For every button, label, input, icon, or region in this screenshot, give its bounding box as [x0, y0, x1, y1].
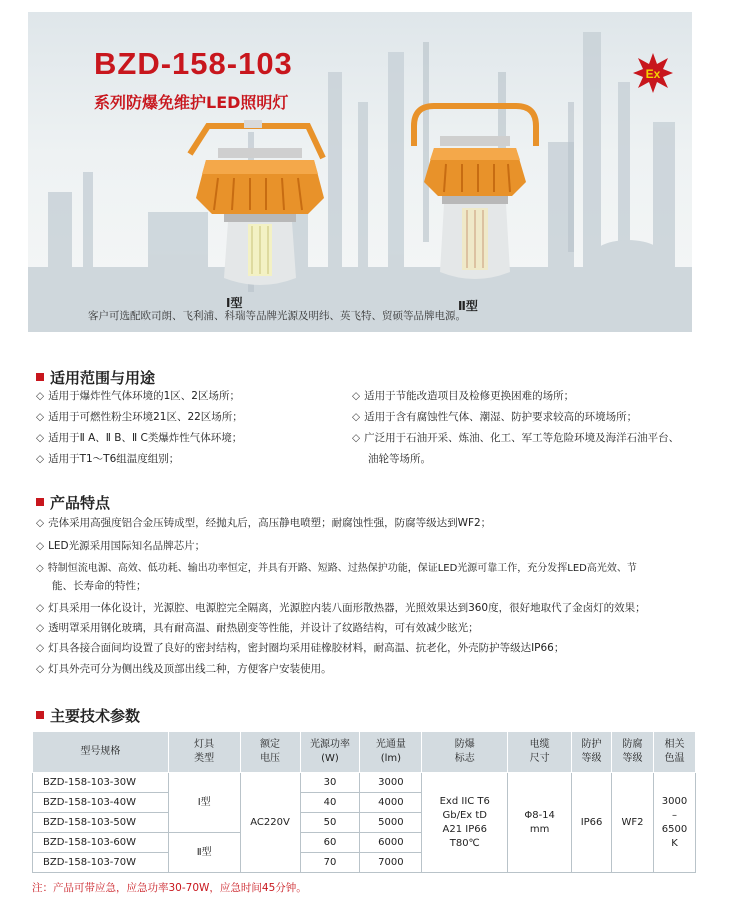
cell-model: BZD-158-103-40W: [33, 793, 169, 813]
cell-type: Ⅱ型: [168, 833, 240, 873]
cell-power: 40: [300, 793, 360, 813]
header-ip: 防护 等级: [572, 732, 612, 773]
header-type: 灯具 类型: [168, 732, 240, 773]
spec-table-header: [33, 732, 696, 773]
lamp-type1-image: [178, 118, 328, 294]
header-cable: 电缆 尺寸: [508, 732, 572, 773]
feature-item: ◇ 壳体采用高强度铝合金压铸成型，经抛丸后，高压静电喷塑；耐腐蚀性强，防腐等级达到WF2；: [36, 517, 492, 529]
cell-model: BZD-158-103-60W: [33, 833, 169, 853]
section-marker-icon: [36, 498, 44, 506]
section-heading-scope: 适用范围与用途: [36, 367, 155, 388]
scope-item: ◇ 适用于可燃性粉尘环境21区、22区场所；: [36, 411, 243, 423]
product-title: BZD-158-103: [94, 46, 293, 81]
cell-model: BZD-158-103-70W: [33, 853, 169, 873]
cell-anticorrosion: WF2: [612, 773, 654, 873]
cell-power: 50: [300, 813, 360, 833]
feature-item: ◇ 灯具各接合面间均设置了良好的密封结构，密封圈均采用硅橡胶材料，耐高温、抗老化，外壳防护等级达IP66；: [36, 642, 565, 654]
cell-power: 60: [300, 833, 360, 853]
cell-ip: IP66: [572, 773, 612, 873]
header-model: 型号规格: [33, 732, 169, 773]
type1-label: Ⅰ型: [226, 296, 243, 310]
header-cct: 相关 色温: [653, 732, 695, 773]
cell-ex-mark: Exd IIC T6 Gb/Ex tD A21 IP66 T80℃: [422, 773, 508, 873]
spec-footnote: 注：产品可带应急，应急功率30-70W，应急时间45分钟。: [32, 882, 307, 894]
scope-item: ◇ 适用于爆炸性气体环境的1区、2区场所；: [36, 390, 240, 402]
scope-item: ◇ 适用于节能改造项目及检修更换困难的场所；: [352, 390, 575, 402]
cell-flux: 5000: [360, 813, 422, 833]
scope-item: ◇ 适用于Ⅱ A、Ⅱ B、Ⅱ C类爆炸性气体环境；: [36, 432, 243, 444]
section-marker-icon: [36, 373, 44, 381]
feature-item: ◇ 灯具采用一体化设计，光源腔、电源腔完全隔离，光源腔内装八面形散热器，光照效果达到360度，很好地取代了金卤灯的效果；: [36, 602, 646, 614]
scope-item: ◇ 适用于T1～T6组温度组别；: [36, 453, 180, 465]
section-heading-features: 产品特点: [36, 492, 110, 513]
cell-flux: 7000: [360, 853, 422, 873]
scope-item: ◇ 广泛用于石油开采、炼油、化工、军工等危险环境及海洋石油平台、: [352, 432, 680, 444]
feature-item: ◇ LED光源采用国际知名品牌芯片；: [36, 540, 206, 552]
cell-cct: 3000 – 6500 K: [653, 773, 695, 873]
section-heading-specs: 主要技术参数: [36, 705, 140, 726]
cell-type: Ⅰ型: [168, 773, 240, 833]
feature-item: ◇ 灯具外壳可分为侧出线及顶部出线二种，方便客户安装使用。: [36, 663, 332, 675]
spec-table: [32, 731, 696, 873]
scope-item: ◇ 适用于含有腐蚀性气体、潮湿、防护要求较高的环境场所；: [352, 411, 638, 423]
type2-label: Ⅱ型: [458, 299, 478, 313]
lamp-type2-image: [400, 96, 550, 292]
header-voltage: 额定 电压: [240, 732, 300, 773]
cell-model: BZD-158-103-50W: [33, 813, 169, 833]
cell-power: 30: [300, 773, 360, 793]
cell-flux: 6000: [360, 833, 422, 853]
section-marker-icon: [36, 711, 44, 719]
ex-badge-text: Ex: [645, 67, 661, 81]
header-power: 光源功率 (W): [300, 732, 360, 773]
feature-item: ◇ 特制恒流电源、高效、低功耗、输出功率恒定，并具有开路、短路、过热保护功能，保证LED光源可靠工作，充分发挥LED高光效、节: [36, 563, 637, 574]
cell-flux: 4000: [360, 793, 422, 813]
feature-item: ◇ 透明罩采用钢化玻璃，具有耐高温、耐热剧变等性能，并设计了纹路结构，可有效减少眩光；: [36, 622, 479, 634]
ex-certification-badge: [632, 52, 674, 94]
header-anticorrosion: 防腐 等级: [612, 732, 654, 773]
header-ex-mark: 防爆 标志: [422, 732, 508, 773]
header-flux: 光通量 (lm): [360, 732, 422, 773]
product-subtitle: 系列防爆免维护LED照明灯: [94, 93, 289, 112]
table-row: [33, 773, 696, 793]
hero-banner: [28, 12, 692, 332]
cell-model: BZD-158-103-30W: [33, 773, 169, 793]
brand-options-note: 客户可选配欧司朗、飞利浦、科瑞等品牌光源及明纬、英飞特、贸硕等品牌电源。: [88, 310, 466, 322]
cell-voltage: AC220V: [240, 773, 300, 873]
cell-cable: Φ8-14 mm: [508, 773, 572, 873]
cell-power: 70: [300, 853, 360, 873]
scope-item-continued: 油轮等场所。: [368, 453, 431, 465]
cell-flux: 3000: [360, 773, 422, 793]
feature-item-continued: 能、长寿命的特性；: [52, 580, 147, 592]
